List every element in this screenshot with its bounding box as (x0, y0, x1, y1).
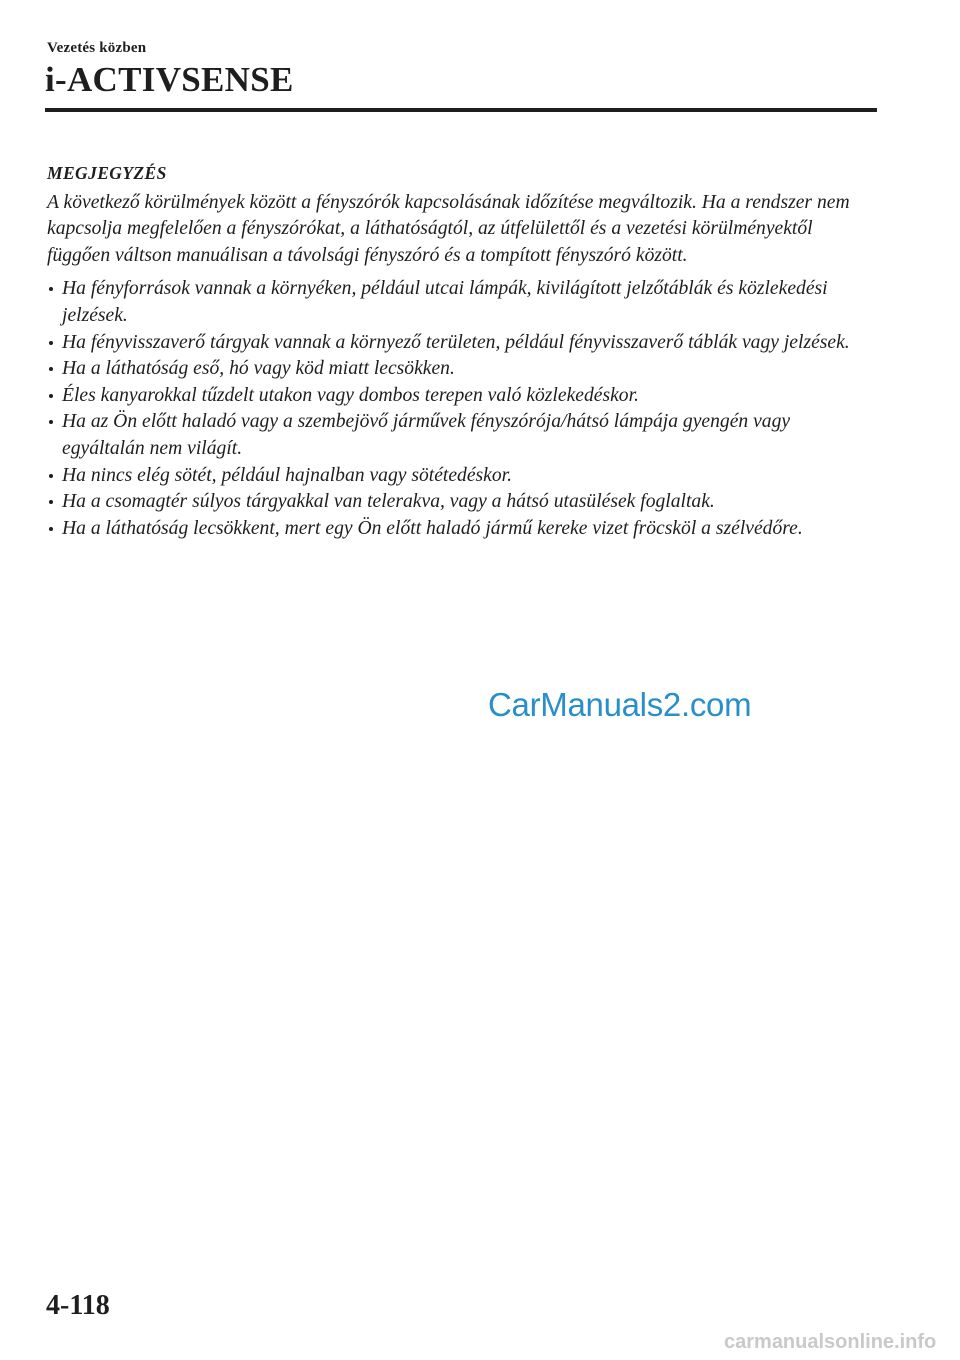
list-item-text: Ha a láthatóság eső, hó vagy köd miatt lecsökken. (62, 358, 455, 380)
note-block (47, 160, 867, 542)
bullet-icon (49, 474, 53, 478)
chapter-title: i-ACTIVSENSE (45, 60, 294, 99)
list-item-text: Ha az Ön előtt haladó vagy a szembejövő járművek fényszórója/hátsó lámpája gyengén vagy egyáltalán nem világít. (62, 411, 791, 459)
list-item (47, 516, 867, 543)
footer-site-watermark: carmanualsonline.info (724, 1331, 937, 1353)
list-item-text: Ha a csomagtér súlyos tárgyakkal van telerakva, vagy a hátsó utasülések foglaltak. (62, 491, 715, 513)
bullet-icon (49, 527, 53, 531)
condition-list (47, 276, 867, 542)
list-item (47, 489, 867, 516)
list-item (47, 330, 867, 357)
list-item-text: Ha nincs elég sötét, például hajnalban vagy sötétedéskor. (62, 464, 513, 486)
bullet-icon (49, 500, 53, 504)
watermark-logo: CarManuals2.com (488, 686, 752, 723)
list-item (47, 409, 867, 462)
list-item-text: Ha fényvisszaverő tárgyak vannak a környező területen, például fényvisszaverő táblák vagy jelzések. (62, 331, 850, 353)
list-item-text: Ha fényforrások vannak a környéken, például utcai lámpák, kivilágított jelzőtáblák és közlekedési jelzések. (62, 278, 828, 326)
note-intro: A következő körülmények között a fényszórók kapcsolásának időzítése megváltozik. Ha a rendszer nem kapcsolja megfelelően a fényszórókat, a láthatóságtól, az útfelülettől és a vezetési körülményektől függően váltson manuálisan a távolsági fényszóró és a tompított fényszóró között. (47, 191, 850, 266)
list-item (47, 463, 867, 490)
list-item (47, 383, 867, 410)
section-label: Vezetés közben (47, 40, 147, 56)
list-item (47, 276, 867, 329)
header-divider (45, 108, 877, 112)
bullet-icon (49, 394, 53, 398)
bullet-icon (49, 341, 53, 345)
bullet-icon (49, 367, 53, 371)
bullet-icon (49, 420, 53, 424)
note-heading: MEGJEGYZÉS (47, 163, 167, 183)
list-item-text: Ha a láthatóság lecsökkent, mert egy Ön előtt haladó jármű kereke vizet fröcsköl a szélvédőre. (62, 517, 803, 539)
bullet-icon (49, 287, 53, 291)
list-item-text: Éles kanyarokkal tűzdelt utakon vagy dombos terepen való közlekedéskor. (62, 384, 639, 406)
list-item (47, 356, 867, 383)
page-number: 4-118 (46, 1290, 110, 1321)
